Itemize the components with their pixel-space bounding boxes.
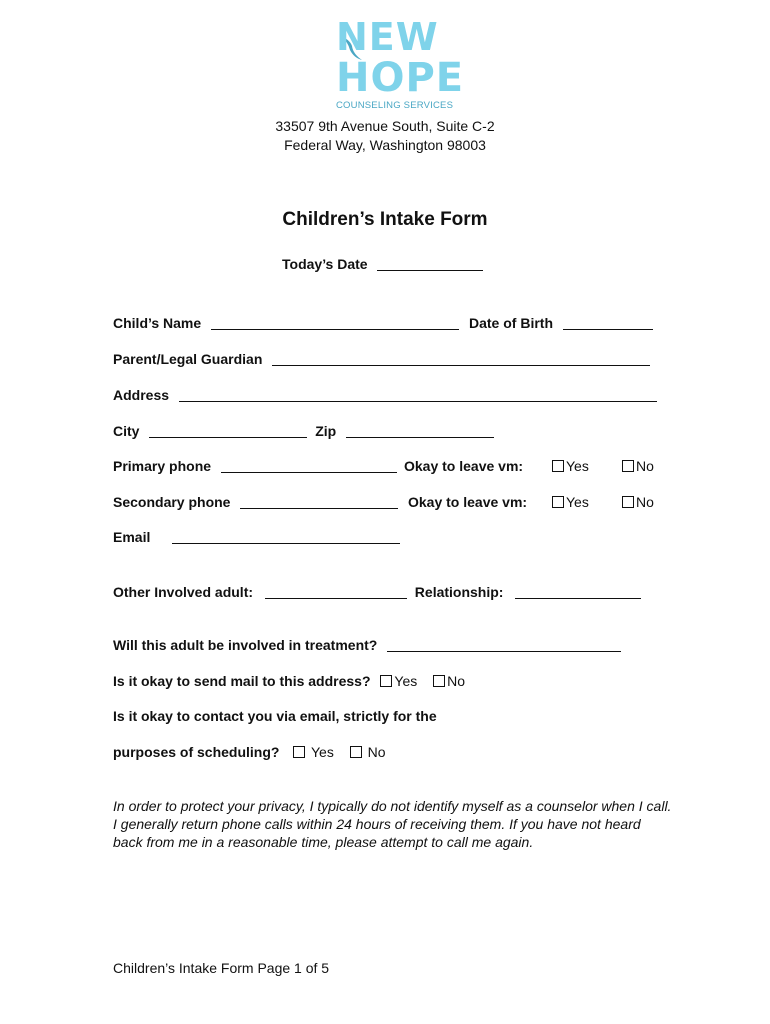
treatment-field[interactable] <box>387 637 621 652</box>
primary-vm-no[interactable]: No <box>622 458 654 474</box>
guardian-label: Parent/Legal Guardian <box>113 351 263 367</box>
todays-date-label: Today’s Date <box>282 256 368 272</box>
send-mail-label: Is it okay to send mail to this address? <box>113 673 371 689</box>
todays-date-row <box>282 256 483 272</box>
form-title: Children’s Intake Form <box>282 209 488 230</box>
secondary-vm-no[interactable]: No <box>622 494 654 510</box>
secondary-vm-yes[interactable]: Yes <box>552 494 589 510</box>
address-label: Address <box>113 387 170 403</box>
send-mail-no[interactable]: No <box>433 673 465 689</box>
send-mail-row <box>113 673 465 689</box>
contact-email-line-1: Is it okay to contact you via email, strictly for the <box>113 708 437 724</box>
dob-label: Date of Birth <box>469 315 553 331</box>
guardian-field[interactable] <box>272 351 650 366</box>
primary-vm-label: Okay to leave vm: <box>404 458 524 474</box>
relationship-field[interactable] <box>515 584 641 599</box>
logo-subtitle: COUNSELING SERVICES <box>336 100 454 111</box>
checkbox-icon[interactable] <box>433 675 445 687</box>
address-field[interactable] <box>179 387 657 402</box>
primary-phone-row <box>113 458 397 474</box>
checkbox-icon[interactable] <box>293 746 305 758</box>
contact-email-yes[interactable]: Yes <box>293 744 333 760</box>
primary-phone-field[interactable] <box>221 458 397 473</box>
checkbox-icon[interactable] <box>350 746 362 758</box>
city-label: City <box>113 423 140 439</box>
zip-label: Zip <box>315 423 337 439</box>
checkbox-icon[interactable] <box>380 675 392 687</box>
send-mail-yes[interactable]: Yes <box>380 673 417 689</box>
zip-field[interactable] <box>346 423 494 438</box>
other-adult-field[interactable] <box>265 584 407 599</box>
address-line-2: Federal Way, Washington 98003 <box>284 137 486 153</box>
privacy-note: In order to protect your privacy, I typically do not identify myself as a counselor when I call. I generally return phone calls within 24 hours of receiving them. If you have not heard back from me in a reasonable time, please attempt to call me again. <box>113 798 672 850</box>
contact-email-label: purposes of scheduling? <box>113 744 280 760</box>
address-line-1: 33507 9th Avenue South, Suite C-2 <box>275 118 495 134</box>
checkbox-icon[interactable] <box>552 496 564 508</box>
city-field[interactable] <box>149 423 307 438</box>
dob-field[interactable] <box>563 315 653 330</box>
checkbox-icon[interactable] <box>552 460 564 472</box>
dob-row <box>469 315 653 331</box>
secondary-phone-row <box>113 494 398 510</box>
secondary-vm-label: Okay to leave vm: <box>408 494 528 510</box>
contact-email-no[interactable]: No <box>350 744 386 760</box>
contact-email-row <box>113 744 386 760</box>
other-adult-row <box>113 584 641 600</box>
email-label: Email <box>113 529 151 545</box>
email-field[interactable] <box>172 529 400 544</box>
primary-phone-label: Primary phone <box>113 458 212 474</box>
city-zip-row <box>113 423 494 439</box>
page-footer: Children’s Intake Form Page 1 of 5 <box>113 960 330 976</box>
checkbox-icon[interactable] <box>622 460 634 472</box>
secondary-phone-label: Secondary phone <box>113 494 231 510</box>
checkbox-icon[interactable] <box>622 496 634 508</box>
email-row <box>113 529 400 545</box>
treatment-label: Will this adult be involved in treatment? <box>113 637 378 653</box>
secondary-phone-field[interactable] <box>240 494 398 509</box>
childs-name-field[interactable] <box>211 315 459 330</box>
relationship-label: Relationship: <box>414 584 504 600</box>
treatment-row <box>113 637 621 653</box>
guardian-row <box>113 351 650 367</box>
primary-vm-yes[interactable]: Yes <box>552 458 589 474</box>
address-row <box>113 387 657 403</box>
childs-name-label: Child’s Name <box>113 315 202 331</box>
logo-word-hope: HOPE <box>336 55 465 101</box>
new-hope-logo <box>336 15 465 112</box>
other-adult-label: Other Involved adult: <box>113 584 254 600</box>
logo-word-new: NEW <box>336 15 439 59</box>
childs-name-row <box>113 315 459 331</box>
todays-date-field[interactable] <box>377 256 483 271</box>
